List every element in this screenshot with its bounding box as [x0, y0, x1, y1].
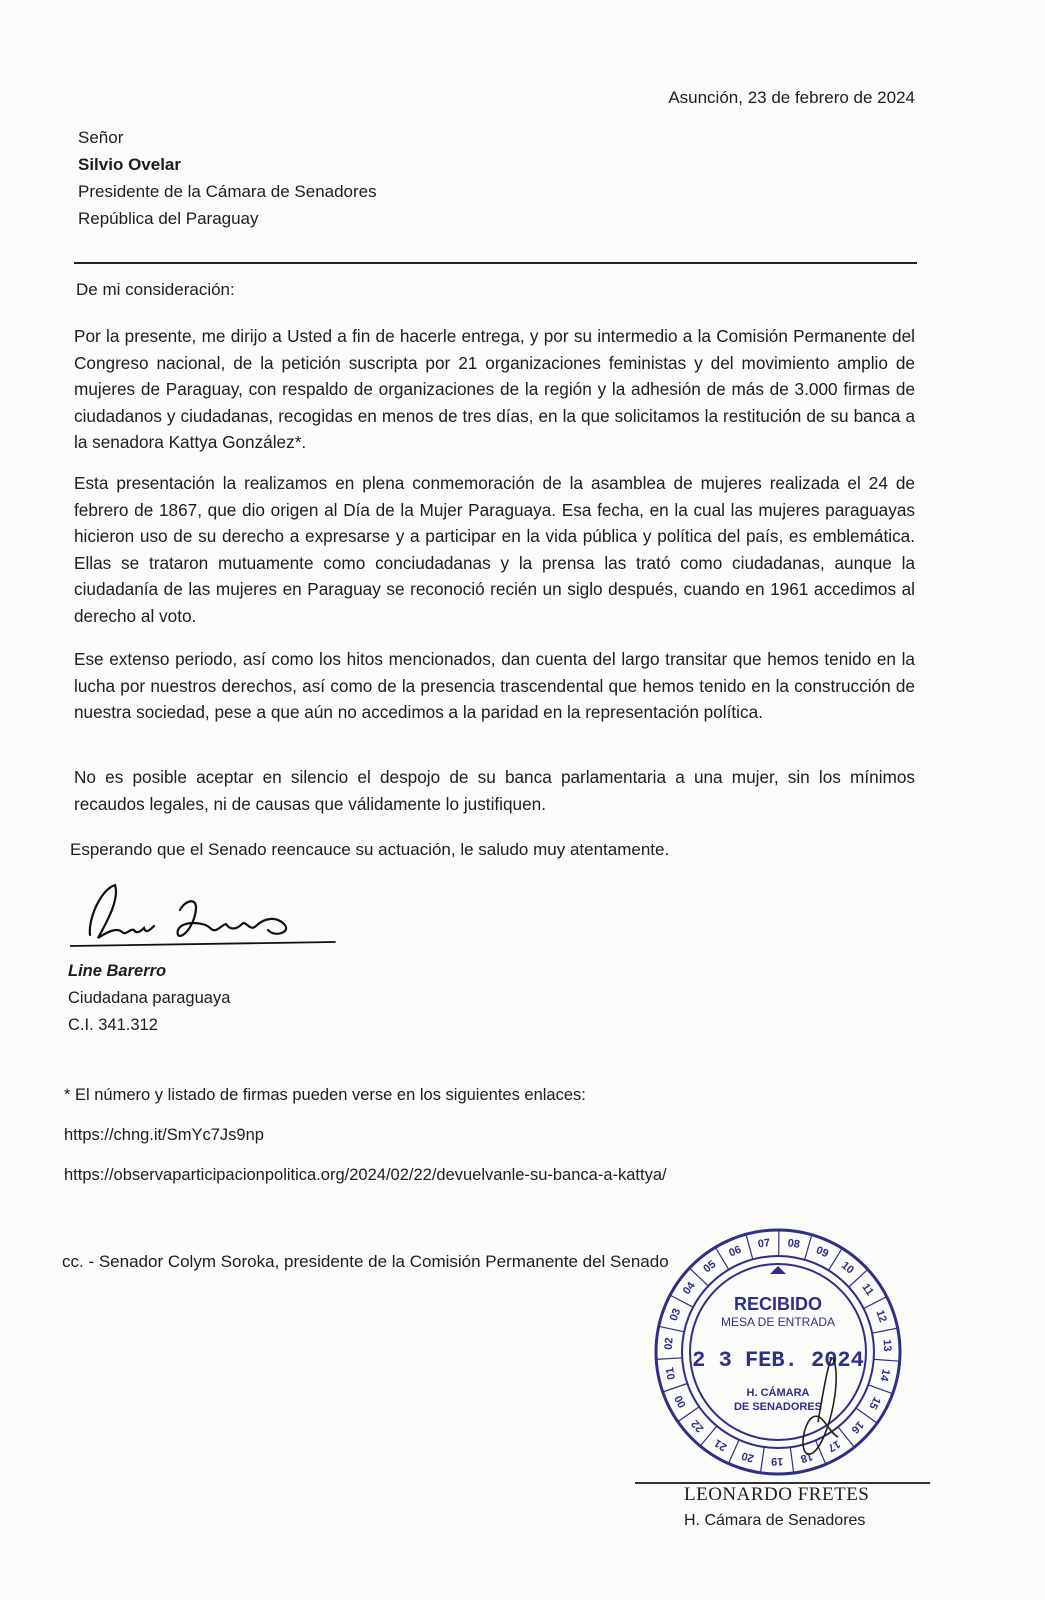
signer-role: Ciudadana paraguaya: [68, 989, 231, 1007]
stamp-hour-divider: [729, 1440, 740, 1464]
stamp-hour-label: 07: [757, 1237, 771, 1251]
handwritten-signature: [70, 880, 350, 960]
stamp-hour-label: 03: [667, 1306, 684, 1323]
stamp-hour-divider: [761, 1447, 765, 1473]
stamp-hour-label: 08: [786, 1237, 801, 1251]
stamp-hour-label: 05: [701, 1258, 719, 1276]
stamp-hour-label: 02: [662, 1337, 676, 1351]
stamp-sublabel: MESA DE ENTRADA: [720, 1315, 836, 1329]
stamp-hour-label: 00: [672, 1393, 689, 1410]
stamp-hour-label: 06: [727, 1243, 744, 1260]
stamp-hour-divider: [805, 1235, 812, 1260]
stamp-hour-label: 13: [880, 1338, 894, 1352]
stamp-hour-divider: [659, 1326, 685, 1332]
stamp-hour-label: 12: [873, 1308, 889, 1325]
stamp-org-line1: H. CÁMARA: [746, 1387, 810, 1399]
stamp-hour-divider: [715, 1247, 728, 1269]
header-divider: [74, 262, 917, 264]
stamp-hour-label: 19: [771, 1455, 784, 1468]
stamp-date: 2 3 FEB. 2024: [692, 1348, 864, 1373]
stamp-hour-label: 11: [859, 1281, 876, 1298]
stamp-hour-label: 17: [825, 1437, 843, 1454]
closing-line: Esperando que el Senado reencauce su actuación, le saludo muy atentamente.: [70, 840, 670, 859]
receiver-name: LEONARDO FRETES: [684, 1484, 870, 1505]
recipient-title: Presidente de la Cámara de Senadores: [78, 182, 377, 201]
received-stamp: [628, 1222, 928, 1482]
stamp-hour-label: 14: [877, 1367, 892, 1383]
link-observatorio[interactable]: https://observaparticipacionpolitica.org/2024/02/22/devuelvanle-su-banca-a-kattya/: [64, 1166, 667, 1184]
stamp-emblem-icon: [770, 1266, 786, 1274]
cc-line: cc. - Senador Colym Soroka, presidente de la Comisión Permanente del Senado: [62, 1252, 669, 1271]
footnote: * El número y listado de firmas pueden verse en los siguientes enlaces:: [64, 1086, 586, 1104]
stamp-hour-label: 01: [663, 1366, 679, 1381]
body-paragraph-2: Esta presentación la realizamos en plena conmemoración de la asamblea de mujeres realizada el 24 de febrero de 1867, que dio origen al Día de la Mujer Paraguaya. Esa fecha, en la cual las mujeres paraguayas hicieron uso de su derecho a expresarse y a participar en la vida pública y política del país, es emblemática. Ellas se trataron mutuamente como conciudadanas y la prensa las trató como ciudadanas, aunque la ciudadanía de las mujeres en Paraguay se reconoció recién un siglo después, cuando en 1961 accedimos al derecho al voto.: [74, 473, 915, 626]
stamp-hour-label: 04: [680, 1279, 698, 1297]
stamp-hour-label: 18: [799, 1449, 815, 1465]
stamp-hour-label: 15: [866, 1394, 883, 1412]
stamp-hour-divider: [864, 1297, 887, 1309]
stamp-hour-label: 22: [689, 1417, 707, 1435]
receiver-org: H. Cámara de Senadores: [684, 1512, 866, 1529]
body-paragraph-3: Ese extenso periodo, así como los hitos mencionados, dan cuenta del largo transitar que hemos tenido en la lucha por nuestros derechos, así como de la presencia trascendental que hemos tenido en la construcción de nuestra sociedad, pese a que aún no accedimos a la paridad en la representación política.: [74, 649, 915, 722]
signer-id: C.I. 341.312: [68, 1016, 158, 1034]
stamp-hour-divider: [790, 1447, 793, 1473]
stamp-hour-label: 10: [838, 1259, 857, 1277]
opening-line: De mi consideración:: [76, 280, 235, 299]
stamp-label: RECIBIDO: [733, 1294, 823, 1314]
body-paragraph-4: No es posible aceptar en silencio el despojo de su banca parlamentaria a una mujer, sin los mínimos recaudos legales, ni de causas que válidamente lo justifiquen.: [74, 767, 915, 814]
stamp-hour-divider: [872, 1328, 898, 1333]
recipient-country: República del Paraguay: [78, 209, 259, 228]
stamp-hour-divider: [874, 1359, 900, 1361]
recipient-block: [78, 124, 377, 232]
stamp-hour-label: 09: [814, 1244, 831, 1261]
stamp-org-line2: DE SENADORES: [733, 1401, 823, 1413]
signer-name: Line Barerro: [68, 962, 167, 980]
stamp-hour-label: 16: [848, 1418, 866, 1436]
date-line: Asunción, 23 de febrero de 2024: [668, 88, 915, 107]
stamp-hour-divider: [868, 1385, 892, 1394]
stamp-hour-divider: [656, 1358, 682, 1360]
recipient-salutation: Señor: [78, 128, 124, 147]
recipient-name: Silvio Ovelar: [78, 155, 181, 174]
stamp-hour-label: 20: [740, 1449, 756, 1465]
stamp-hour-label: 21: [712, 1436, 730, 1454]
body-paragraph-1: Por la presente, me dirijo a Usted a fin de hacerle entrega, y por su intermedio a la Comisión Permanente del Congreso nacional, de la petición suscripta por 21 organizaciones feministas y del movimiento amplio de mujeres de Paraguay, con respaldo de organizaciones de la región y la adhesión de más de 3.000 firmas de ciudadanos y ciudadanas, recogidas en menos de tres días, en la que solicitamos la restitución de su banca a la senadora Kattya González*.: [74, 326, 915, 452]
stamp-hour-divider: [746, 1234, 753, 1259]
stamp-hour-divider: [663, 1384, 688, 1393]
signer-block: [68, 958, 230, 1039]
link-petition[interactable]: https://chng.it/SmYc7Js9np: [64, 1126, 264, 1144]
